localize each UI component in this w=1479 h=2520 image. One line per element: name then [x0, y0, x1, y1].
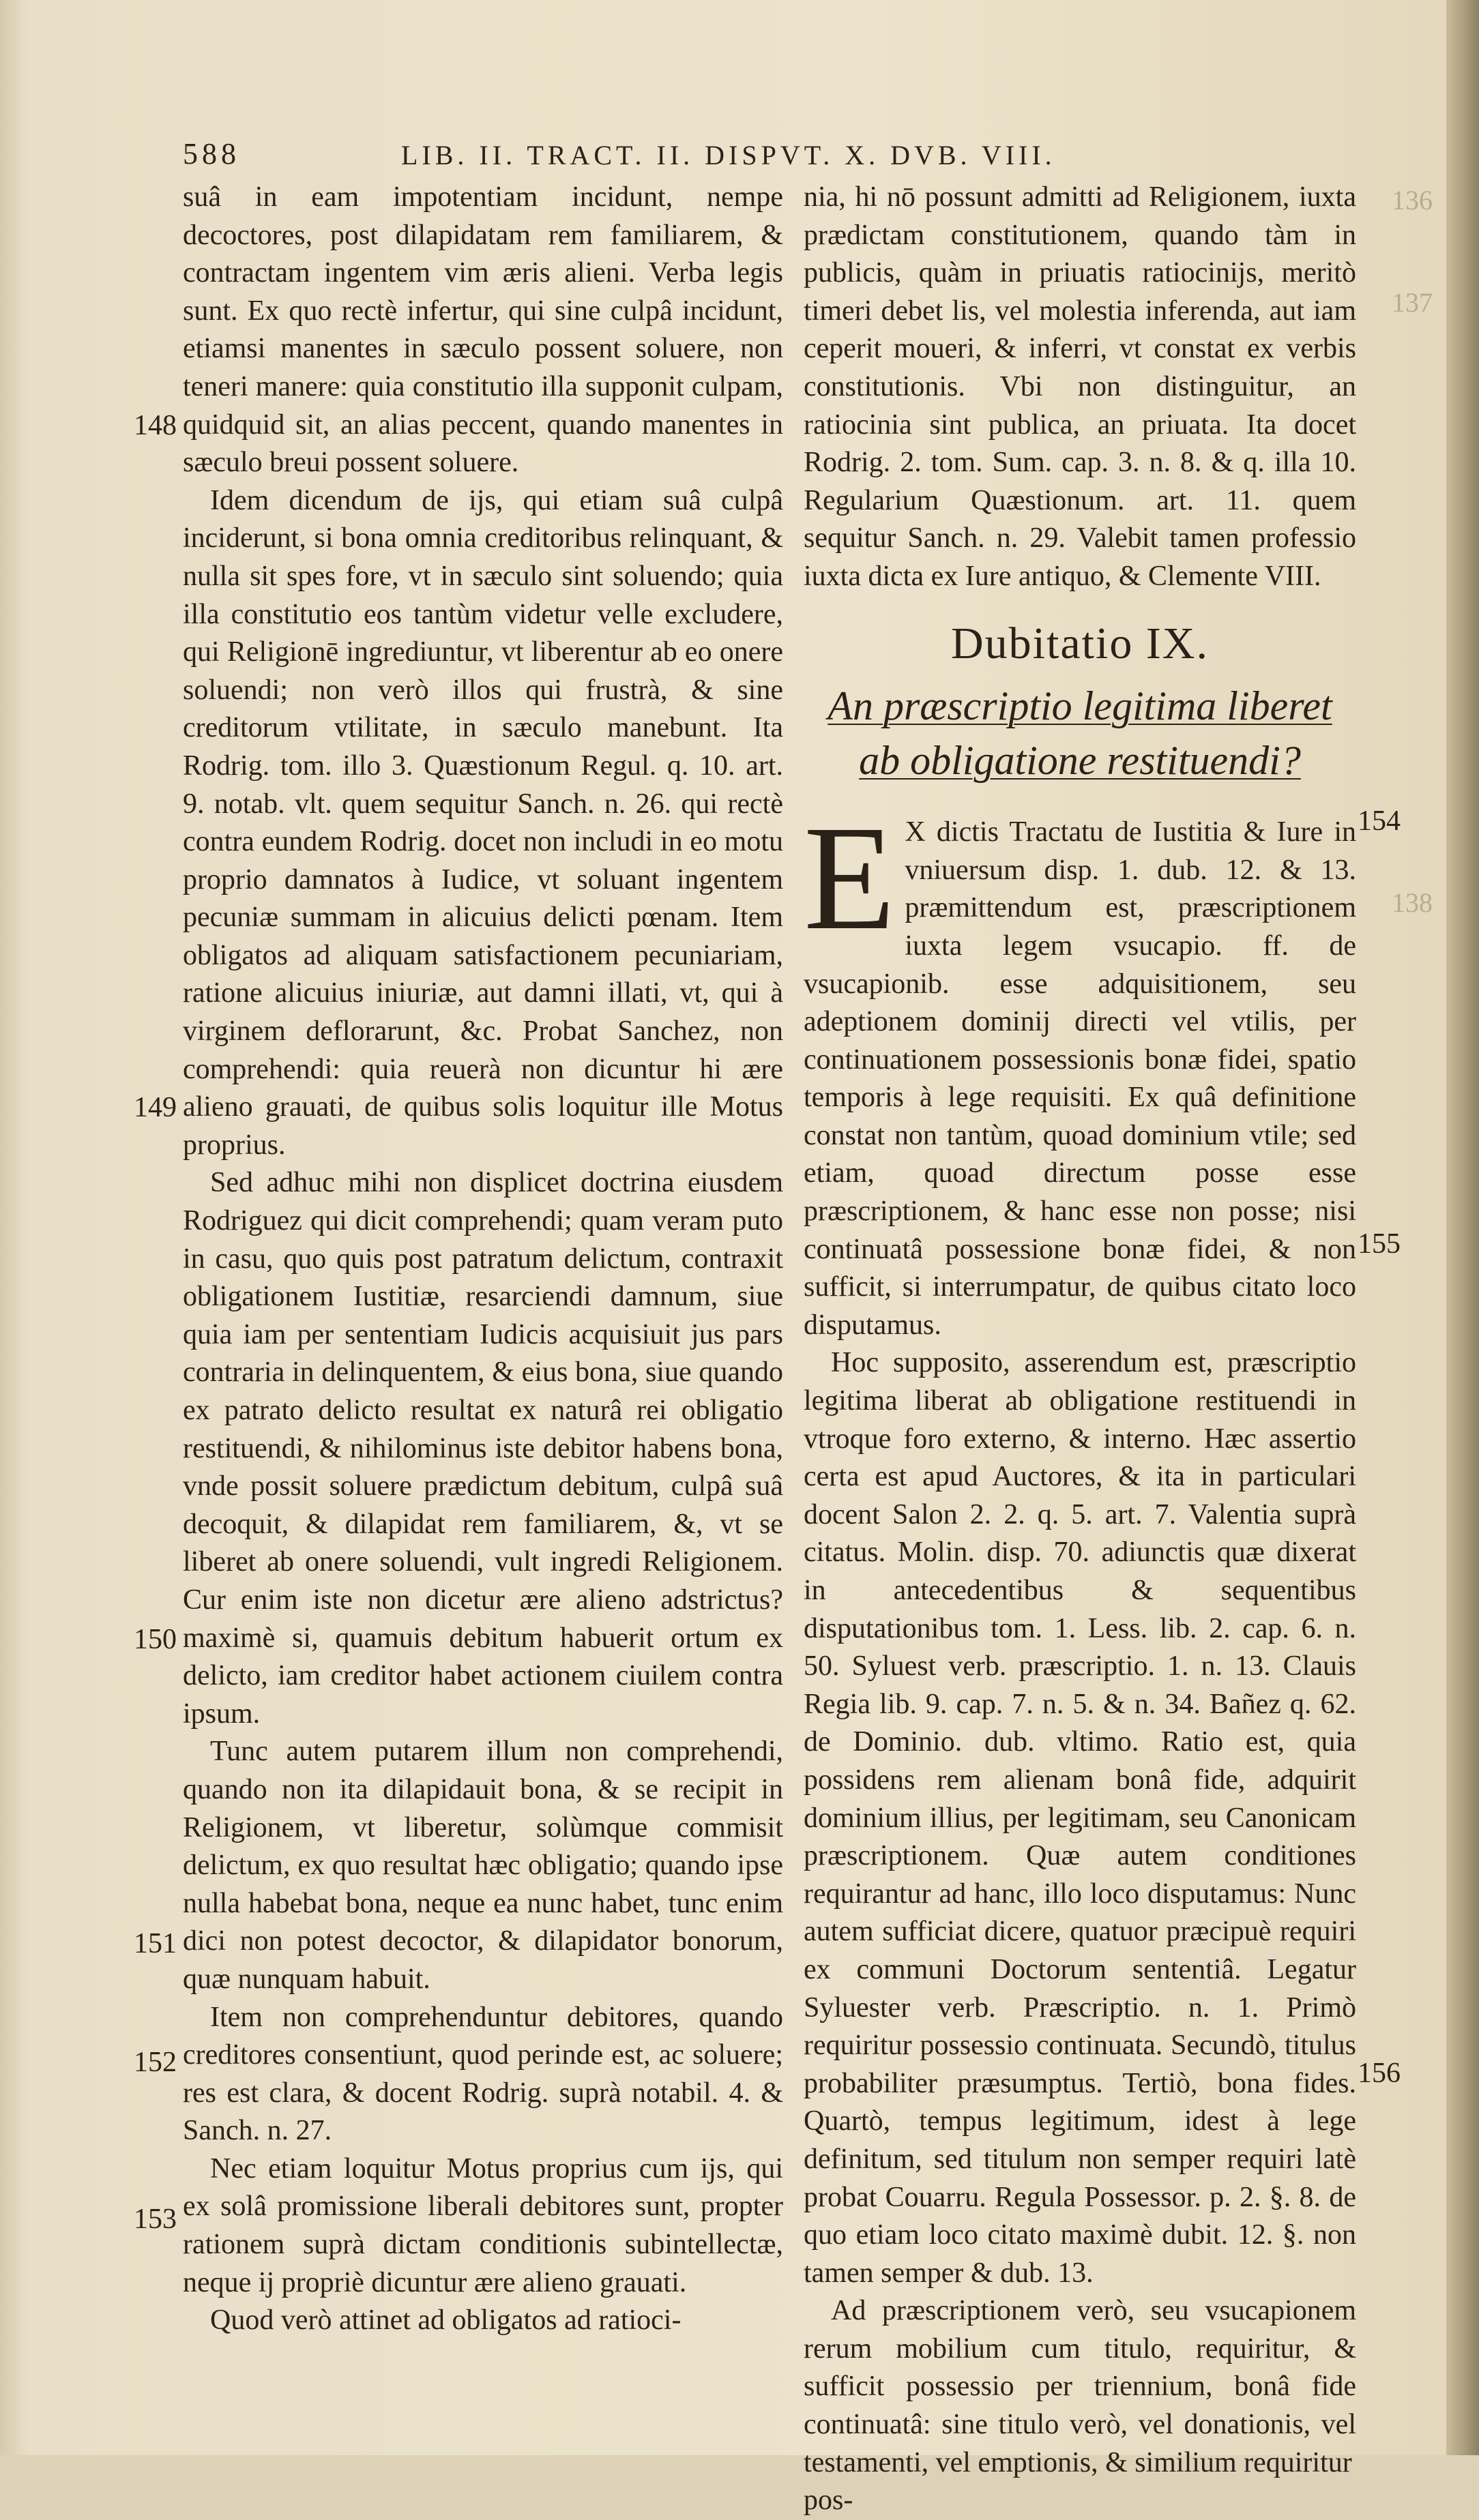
margin-number-149: 149 [134, 1092, 177, 1123]
paragraph-148: Idem dicendum de ijs, qui etiam suâ culpâ inciderunt, si bona omnia creditoribus relinquant, & nulla sit spes fore, vt in sæculo sint soluendo; quia illa constitutio eos tantùm videtur velle excludere, qui Religionē ingrediuntur, vt liberentur ab eo onere soluendi; non verò illos qui frustrà, & sine creditorum vtilitate, in sæculo manebunt. Ita Rodrig. tom. illo 3. Quæstionum Regul. q. 10. art. 9. notab. vlt. quem sequitur Sanch. n. 26. qui rectè contra eundem Rodrig. docet non includi in eo motu proprio damnatos à Iudice, vt soluant ingentem pecuniæ summam in alicuius delicti pœnam. Item obligatos ad aliquam satisfactionem pecuniariam, ratione alicuius iniuriæ, aut damni illati, vt, qui à virginem deflorarunt, &c. Probat Sanchez, non comprehendi: quia reuerà non dicuntur hi ære alieno grauati, de quibus solis loquitur ille Motus proprius. [183, 484, 783, 1161]
catchword: pos- [804, 2485, 853, 2517]
bleed-number: 136 [1392, 185, 1433, 216]
paragraph: nia, hi nō possunt admitti ad Religionem, iuxta prædictam constitutionem, quando tàm in publicis, quàm in priuatis ratiocinijs, meritò timeri debet lis, vel molestia inferenda, aut iam ceperit moueri, & inferri, vt constat ex verbis constitutionis. Vbi non distinguitur, an ratiocinia sint publica, an priuata. Ita docet Rodrig. 2. tom. Sum. cap. 3. n. 8. & q. illa 10. Regularium Quæstionum. art. 11. quem sequitur Sanch. n. 29. Valebit tamen professio iuxta dicta ex Iure antiquo, & Clemente VIII. [804, 181, 1356, 592]
page-number: 588 [183, 137, 240, 171]
running-title: LIB. II. TRACT. II. DISPVT. X. DVB. VIII. [401, 140, 1056, 171]
paragraph-150: Tunc autem putarem illum non comprehendi, quando non ita dilapidauit bona, & se recipit in Religionem, vt liberetur, solùmque commisit delictum, ex quo resultat hæc obligatio; quando ipse nulla habebat bona, neque ea nunc habet, tunc enim dici non potest decoctor, & dilapidator bonorum, quæ nunquam habuit. [183, 1736, 783, 1995]
margin-number-154: 154 [1358, 805, 1401, 837]
book-spine [1446, 0, 1479, 2455]
drop-cap: E [804, 795, 896, 962]
running-header [183, 136, 1356, 177]
section-question: An præscriptio legitima liberet ab obligatione restituendi? [828, 683, 1332, 784]
bleed-number: 137 [1392, 287, 1433, 318]
paragraph-151: Item non comprehenduntur debitores, quando creditores consentiunt, quod perinde est, ac soluere; res est clara, & docent Rodrig. suprà notabil. 4. & Sanch. n. 27. [183, 2001, 783, 2147]
section-heading: Dubitatio IX. [951, 618, 1209, 668]
bleed-number: 138 [1392, 887, 1433, 918]
paragraph-156: Ad præscriptionem verò, seu vsucapionem rerum mobilium cum titulo, requiritur, & sufficit possessio per triennium, bonâ fide continuatâ: sine titulo verò, vel donationis, vel testamenti, vel emptionis, & similium requiritur [804, 2295, 1356, 2478]
margin-number-150: 150 [134, 1624, 177, 1655]
right-column [804, 179, 1356, 2520]
margin-number-151: 151 [134, 1928, 177, 1959]
margin-number-152: 152 [134, 2047, 177, 2078]
margin-number-156: 156 [1358, 2058, 1401, 2089]
paragraph-149: Sed adhuc mihi non displicet doctrina eiusdem Rodriguez qui dicit comprehendi; quam veram puto in casu, quo quis post patratum delictum, contraxit obligationem Iustitiæ, resarciendi damnum, siue quia iam per sententiam Iudicis acquisiuit jus pars contraria in delinquentem, & eius bona, siue quando ex patrato delicto resultat ex naturâ rei obligatio restituendi, & nihilominus iste debitor habens bona, vnde possit soluere prædictum debitum, culpâ suâ decoquit, & dilapidat rem familiarem, &, vt se liberet ab onere soluendi, vult ingredi Religionem. Cur enim iste non dicetur ære alieno adstrictus? maximè si, quamuis debitum habuerit ortum ex delicto, iam creditor habet actionem ciuilem contra ipsum. [183, 1167, 783, 1730]
left-column [183, 179, 783, 2340]
margin-number-148: 148 [134, 410, 177, 441]
margin-number-155: 155 [1358, 1228, 1401, 1260]
paragraph-153: Quod verò attinet ad obligatos ad ratioci- [210, 2304, 682, 2337]
paragraph-154-text: X dictis Tractatu de Iustitia & Iure in vniuersum disp. 1. dub. 12. & 13. præmittendum est, præscriptionem iuxta legem vsucapio. ff. de vsucapionib. esse adquisitionem, seu adeptionem dominij directi vel vtilis, per continuationem possessionis bonæ fidei, spatio temporis à lege requisiti. Ex quâ definitione constat non tantùm, quoad dominium vtile; sed etiam, quoad directum posse esse præscriptionem, & hanc esse non posse; nisi continuatâ possessione bonæ fidei, & non sufficit, si interrumpatur, de quibus citato loco disputamus. [804, 816, 1356, 1341]
paragraph-152: Nec etiam loquitur Motus proprius cum ijs, qui ex solâ promissione liberali debitores sunt, propter rationem suprà dictam conditionis subintellectæ, neque ij propriè dicuntur ære alieno grauati. [183, 2152, 783, 2298]
margin-number-153: 153 [134, 2204, 177, 2235]
paragraph-155: Hoc supposito, asserendum est, præscriptio legitima liberat ab obligatione restituendi in vtroque foro externo, & interno. Hæc assertio certa est apud Auctores, & ita in particulari docent Salon 2. 2. q. 5. art. 7. Valentia suprà citatus. Molin. disp. 70. adiunctis quæ dixerat in antecedentibus & sequentibus disputationibus tom. 1. Less. lib. 2. cap. 6. n. 50. Syluest verb. præscriptio. 1. n. 13. Clauis Regia lib. 9. cap. 7. n. 5. & n. 34. Bañez q. 62. de Dominio. dub. vltimo. Ratio est, quia possidens rem alienam bonâ fide, adquirit dominium illius, per legitimam, seu Canonicam præscriptionem. Quæ autem conditiones requirantur ad hanc, illo loco disputamus: Nunc autem sufficiat dicere, quatuor præcipuè requiri ex communi Doctorum sententiâ. Legatur Syluester verb. Præscriptio. n. 1. Primò requiritur possessio continuata. Secundò, titulus probabiliter præsumptus. Tertiò, bona fides. Quartò, tempus legitimum, idest à lege definitum, sed titulum non semper requiri latè probat Couarru. Regula Possessor. p. 2. §. 8. de quo etiam loco citato maximè dubit. 12. §. non tamen semper & dub. 13. [804, 1347, 1356, 2289]
paragraph: suâ in eam impotentiam incidunt, nempe decoctores, post dilapidatam rem familiarem, & contractam ingentem vim æris alieni. Verba legis sunt. Ex quo rectè infertur, qui sine culpâ incidunt, etiamsi manentes in sæculo possent soluere, non teneri manere: quia constitutio illa supponit culpam, quidquid sit, an alias peccent, quando manentes in sæculo breui possent soluere. [183, 181, 783, 479]
paragraph-154 [804, 795, 1356, 1344]
